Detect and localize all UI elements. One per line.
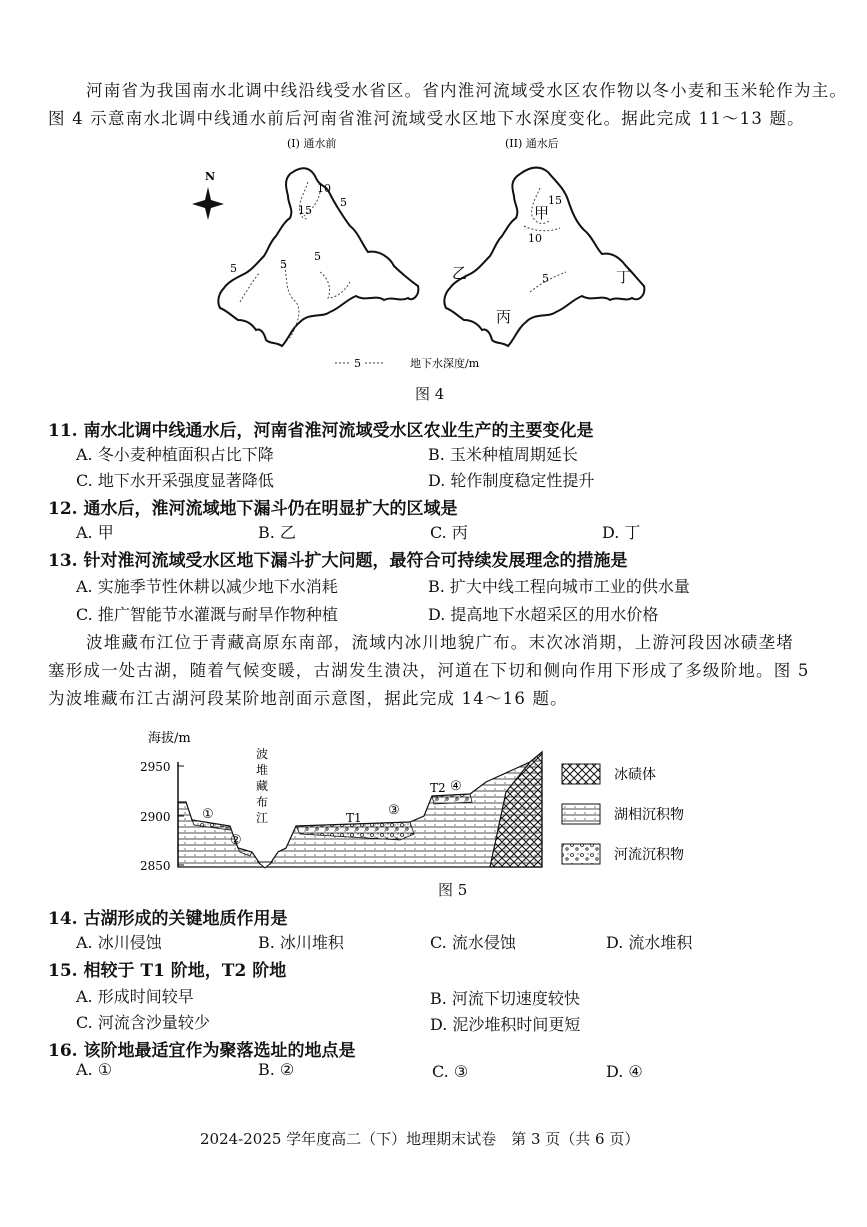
intro2-line3: 为波堆藏布江古湖河段某阶地剖面示意图，据此完成 14～16 题。 bbox=[48, 689, 568, 708]
intro2-line1: 波堆藏布江位于青藏高原东南部，流域内冰川地貌广布。末次冰消期，上游河段因冰碛垄堵 bbox=[86, 633, 794, 652]
svg-text:藏: 藏 bbox=[256, 779, 269, 793]
page-footer: 2024-2025 学年度高二（下）地理期末试卷 第 3 页（共 6 页） bbox=[200, 1130, 640, 1148]
contour-label: 10 bbox=[528, 232, 542, 245]
q15-option-b[interactable]: B. 河流下切速度较快 bbox=[430, 989, 580, 1008]
q15-option-c[interactable]: C. 河流含沙量较少 bbox=[76, 1013, 210, 1032]
q13-option-b[interactable]: B. 扩大中线工程向城市工业的供水量 bbox=[428, 577, 690, 596]
contour-label: 10 bbox=[317, 182, 331, 195]
q14-option-b[interactable]: B. 冰川堆积 bbox=[258, 933, 344, 952]
q16-option-b[interactable]: B. ② bbox=[258, 1060, 295, 1079]
q13-option-d[interactable]: D. 提高地下水超采区的用水价格 bbox=[428, 605, 659, 624]
point-2: ② bbox=[230, 833, 242, 848]
ytick: 2850 bbox=[140, 859, 171, 873]
place-bing: 丙 bbox=[496, 308, 512, 326]
q12-option-a[interactable]: A. 甲 bbox=[76, 523, 114, 542]
q11-option-b[interactable]: B. 玉米种植周期延长 bbox=[428, 445, 578, 464]
fig5-legend bbox=[562, 764, 684, 864]
intro1-line2: 图 4 示意南水北调中线通水前后河南省淮河流域受水区地下水深度变化。据此完成 11～13 题。 bbox=[48, 109, 805, 128]
q13-option-c[interactable]: C. 推广智能节水灌溉与耐旱作物种植 bbox=[76, 605, 338, 624]
contour-label: 5 bbox=[340, 196, 347, 209]
legend-moraine: 冰碛体 bbox=[614, 767, 656, 783]
contour-label: 5 bbox=[314, 250, 321, 263]
question-16-stem: 16. 该阶地最适宜作为聚落选址的地点是 bbox=[48, 1041, 356, 1061]
q11-option-c[interactable]: C. 地下水开采强度显著降低 bbox=[76, 471, 274, 490]
terrace-t2: T2 bbox=[430, 781, 446, 795]
intro2-line2: 塞形成一处古湖，随着气候变暖，古湖发生溃决，河道在下切和侧向作用下形成了多级阶地。图 5 bbox=[48, 661, 810, 680]
fig5-caption: 图 5 bbox=[438, 881, 468, 899]
ytick: 2950 bbox=[140, 760, 171, 774]
q13-option-a[interactable]: A. 实施季节性休耕以减少地下水消耗 bbox=[76, 577, 338, 596]
svg-text:地下水深度/m: 地下水深度/m bbox=[410, 357, 480, 370]
place-yi: 乙 bbox=[452, 264, 468, 282]
contour-label: 5 bbox=[542, 272, 549, 285]
ytick: 2900 bbox=[140, 810, 171, 824]
figure-5-profile bbox=[110, 722, 730, 882]
q16-option-c[interactable]: C. ③ bbox=[432, 1062, 469, 1081]
legend-river-deposit: 河流沉积物 bbox=[614, 847, 684, 863]
contour-label: 15 bbox=[548, 194, 562, 207]
north-arrow-icon bbox=[192, 170, 224, 220]
fig4-title-before: (I) 通水前 bbox=[287, 137, 337, 150]
contour-label: 15 bbox=[298, 204, 312, 217]
q12-option-c[interactable]: C. 丙 bbox=[430, 523, 468, 542]
fig4-caption: 图 4 bbox=[415, 385, 445, 403]
figure-4-map bbox=[180, 132, 660, 382]
fig5-ylabel: 海拔/m bbox=[148, 731, 191, 746]
svg-text:N: N bbox=[205, 170, 216, 183]
question-12-stem: 12. 通水后，淮河流域地下漏斗仍在明显扩大的区域是 bbox=[48, 499, 458, 519]
fig4-title-after: (II) 通水后 bbox=[505, 137, 559, 150]
svg-text:堆: 堆 bbox=[256, 763, 269, 777]
q15-option-a[interactable]: A. 形成时间较早 bbox=[76, 987, 194, 1006]
q11-option-a[interactable]: A. 冬小麦种植面积占比下降 bbox=[76, 445, 274, 464]
terrace-t1: T1 bbox=[346, 811, 362, 825]
q15-option-d[interactable]: D. 泥沙堆积时间更短 bbox=[430, 1015, 581, 1034]
place-jia: 甲 bbox=[534, 204, 550, 222]
legend-lake-deposit: 湖相沉积物 bbox=[614, 807, 684, 823]
point-4: ④ bbox=[450, 779, 462, 794]
place-ding: 丁 bbox=[616, 268, 632, 286]
question-11-stem: 11. 南水北调中线通水后，河南省淮河流域受水区农业生产的主要变化是 bbox=[48, 421, 594, 441]
q12-option-d[interactable]: D. 丁 bbox=[602, 523, 641, 542]
q12-option-b[interactable]: B. 乙 bbox=[258, 523, 296, 542]
q16-option-a[interactable]: A. ① bbox=[76, 1060, 113, 1079]
fig4-legend bbox=[335, 356, 480, 370]
point-3: ③ bbox=[388, 803, 400, 818]
q14-option-a[interactable]: A. 冰川侵蚀 bbox=[76, 933, 162, 952]
q11-option-d[interactable]: D. 轮作制度稳定性提升 bbox=[428, 471, 595, 490]
svg-text:布: 布 bbox=[256, 795, 269, 809]
question-14-stem: 14. 古湖形成的关键地质作用是 bbox=[48, 909, 288, 929]
question-13-stem: 13. 针对淮河流域受水区地下漏斗扩大问题，最符合可持续发展理念的措施是 bbox=[48, 551, 628, 571]
contour-label: 5 bbox=[280, 258, 287, 271]
q16-option-d[interactable]: D. ④ bbox=[606, 1062, 643, 1081]
svg-text:江: 江 bbox=[256, 811, 269, 825]
intro1-line1: 河南省为我国南水北调中线沿线受水省区。省内淮河流域受水区农作物以冬小麦和玉米轮作为主。 bbox=[86, 81, 848, 100]
svg-text:波: 波 bbox=[256, 747, 269, 761]
contour-label: 5 bbox=[230, 262, 237, 275]
q14-option-d[interactable]: D. 流水堆积 bbox=[606, 933, 693, 952]
point-1: ① bbox=[202, 807, 214, 822]
map-after bbox=[444, 168, 644, 346]
river-label bbox=[256, 746, 268, 825]
question-15-stem: 15. 相较于 T1 阶地，T2 阶地 bbox=[48, 961, 287, 981]
q14-option-c[interactable]: C. 流水侵蚀 bbox=[430, 933, 516, 952]
svg-text:5: 5 bbox=[354, 357, 361, 370]
map-before bbox=[218, 168, 418, 346]
